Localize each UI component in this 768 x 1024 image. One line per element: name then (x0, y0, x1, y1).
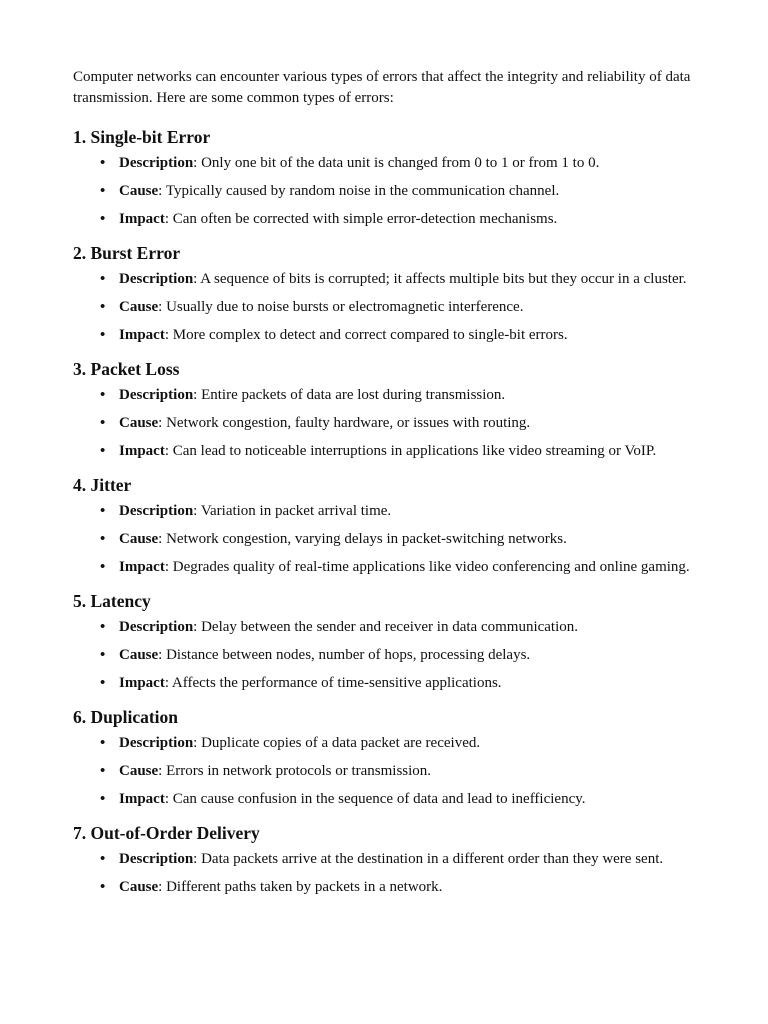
list-item (73, 734, 695, 753)
bullet-icon: • (100, 211, 106, 227)
item-separator: : (193, 271, 201, 287)
item-text: Degrades quality of real-time applications like video conferencing and online gaming. (172, 559, 690, 575)
section-heading: 7. Out-of-Order Delivery (73, 823, 260, 843)
item-term: Impact (119, 791, 165, 807)
item-separator: : (158, 299, 167, 315)
item-separator: : (193, 735, 202, 751)
error-section (73, 126, 695, 229)
section-heading: 4. Jitter (73, 475, 132, 495)
item-term: Cause (119, 415, 159, 431)
section-heading: 3. Packet Loss (73, 359, 180, 379)
item-term: Description (119, 735, 194, 751)
item-separator: : (158, 531, 167, 547)
list-item (73, 850, 695, 869)
item-term: Cause (119, 183, 159, 199)
section-heading: 6. Duplication (73, 707, 179, 727)
item-text: Different paths taken by packets in a network. (166, 879, 443, 895)
bullet-icon: • (100, 299, 106, 315)
bullet-icon: • (100, 735, 106, 751)
bullet-icon: • (100, 675, 106, 691)
error-section (73, 358, 695, 461)
bullet-list (73, 154, 695, 229)
error-section (73, 242, 695, 345)
item-term: Impact (119, 211, 165, 227)
list-item (73, 502, 695, 521)
item-separator: : (164, 327, 173, 343)
item-text: A sequence of bits is corrupted; it affects multiple bits but they occur in a cluster. (200, 271, 687, 287)
list-item (73, 414, 695, 433)
item-term: Impact (119, 675, 165, 691)
item-term: Impact (119, 443, 165, 459)
bullet-icon: • (100, 619, 106, 635)
item-text: Duplicate copies of a data packet are received. (201, 735, 481, 751)
item-text: Entire packets of data are lost during transmission. (201, 387, 506, 403)
item-text: Delay between the sender and receiver in data communication. (201, 619, 579, 635)
item-separator: : (164, 675, 172, 691)
item-separator: : (193, 619, 202, 635)
sections-container (73, 126, 695, 897)
bullet-icon: • (100, 271, 106, 287)
item-term: Description (119, 503, 194, 519)
item-separator: : (164, 559, 173, 575)
item-separator: : (193, 155, 202, 171)
list-item (73, 386, 695, 405)
bullet-list (73, 270, 695, 345)
item-text: Errors in network protocols or transmission. (166, 763, 432, 779)
item-text: Affects the performance of time-sensitive applications. (171, 675, 502, 691)
list-item (73, 618, 695, 637)
error-section (73, 590, 695, 693)
error-section (73, 822, 695, 897)
item-text: Network congestion, faulty hardware, or issues with routing. (166, 415, 531, 431)
bullet-list (73, 850, 695, 897)
item-term: Description (119, 271, 194, 287)
item-text: Network congestion, varying delays in packet-switching networks. (166, 531, 567, 547)
list-item (73, 210, 695, 229)
item-term: Cause (119, 531, 159, 547)
bullet-icon: • (100, 791, 106, 807)
intro-paragraph: Computer networks can encounter various types of errors that affect the integrity and reliability of data transmission. Here are some common types of errors: (73, 69, 691, 106)
bullet-icon: • (100, 559, 106, 575)
list-item (73, 270, 695, 289)
item-term: Impact (119, 559, 165, 575)
list-item (73, 154, 695, 173)
item-separator: : (158, 879, 167, 895)
item-separator: : (193, 851, 202, 867)
list-item (73, 298, 695, 317)
list-item (73, 878, 695, 897)
bullet-icon: • (100, 183, 106, 199)
item-text: Can often be corrected with simple error-detection mechanisms. (172, 211, 558, 227)
bullet-icon: • (100, 531, 106, 547)
list-item (73, 326, 695, 345)
item-term: Cause (119, 647, 159, 663)
item-text: Can cause confusion in the sequence of data and lead to inefficiency. (172, 791, 586, 807)
list-item (73, 762, 695, 781)
section-heading: 1. Single-bit Error (73, 127, 211, 147)
item-term: Cause (119, 299, 159, 315)
bullet-list (73, 734, 695, 809)
bullet-icon: • (100, 415, 106, 431)
item-term: Description (119, 387, 194, 403)
item-separator: : (193, 387, 202, 403)
bullet-icon: • (100, 443, 106, 459)
bullet-list (73, 502, 695, 577)
bullet-icon: • (100, 647, 106, 663)
list-item (73, 646, 695, 665)
item-separator: : (158, 647, 167, 663)
bullet-list (73, 386, 695, 461)
item-term: Description (119, 851, 194, 867)
item-separator: : (164, 211, 173, 227)
item-text: Variation in packet arrival time. (200, 503, 392, 519)
item-text: Distance between nodes, number of hops, processing delays. (166, 647, 531, 663)
item-separator: : (158, 183, 166, 199)
item-text: Typically caused by random noise in the communication channel. (165, 183, 560, 199)
error-section (73, 706, 695, 809)
list-item (73, 442, 695, 461)
item-text: Can lead to noticeable interruptions in applications like video streaming or VoIP. (172, 443, 657, 459)
section-heading: 2. Burst Error (73, 243, 181, 263)
item-text: Data packets arrive at the destination in a different order than they were sent. (201, 851, 664, 867)
item-text: Usually due to noise bursts or electromagnetic interference. (166, 299, 524, 315)
item-term: Impact (119, 327, 165, 343)
item-term: Description (119, 155, 194, 171)
bullet-icon: • (100, 851, 106, 867)
item-separator: : (158, 415, 167, 431)
item-separator: : (164, 791, 173, 807)
bullet-list (73, 618, 695, 693)
list-item (73, 530, 695, 549)
item-separator: : (164, 443, 173, 459)
item-term: Description (119, 619, 194, 635)
item-separator: : (158, 763, 167, 779)
item-term: Cause (119, 763, 159, 779)
section-heading: 5. Latency (73, 591, 151, 611)
list-item (73, 558, 695, 577)
bullet-icon: • (100, 327, 106, 343)
bullet-icon: • (100, 155, 106, 171)
list-item (73, 674, 695, 693)
item-separator: : (193, 503, 201, 519)
bullet-icon: • (100, 879, 106, 895)
item-text: Only one bit of the data unit is changed from 0 to 1 or from 1 to 0. (201, 155, 600, 171)
bullet-icon: • (100, 503, 106, 519)
item-term: Cause (119, 879, 159, 895)
list-item (73, 182, 695, 201)
list-item (73, 790, 695, 809)
bullet-icon: • (100, 387, 106, 403)
item-text: More complex to detect and correct compared to single-bit errors. (172, 327, 568, 343)
bullet-icon: • (100, 763, 106, 779)
error-section (73, 474, 695, 577)
